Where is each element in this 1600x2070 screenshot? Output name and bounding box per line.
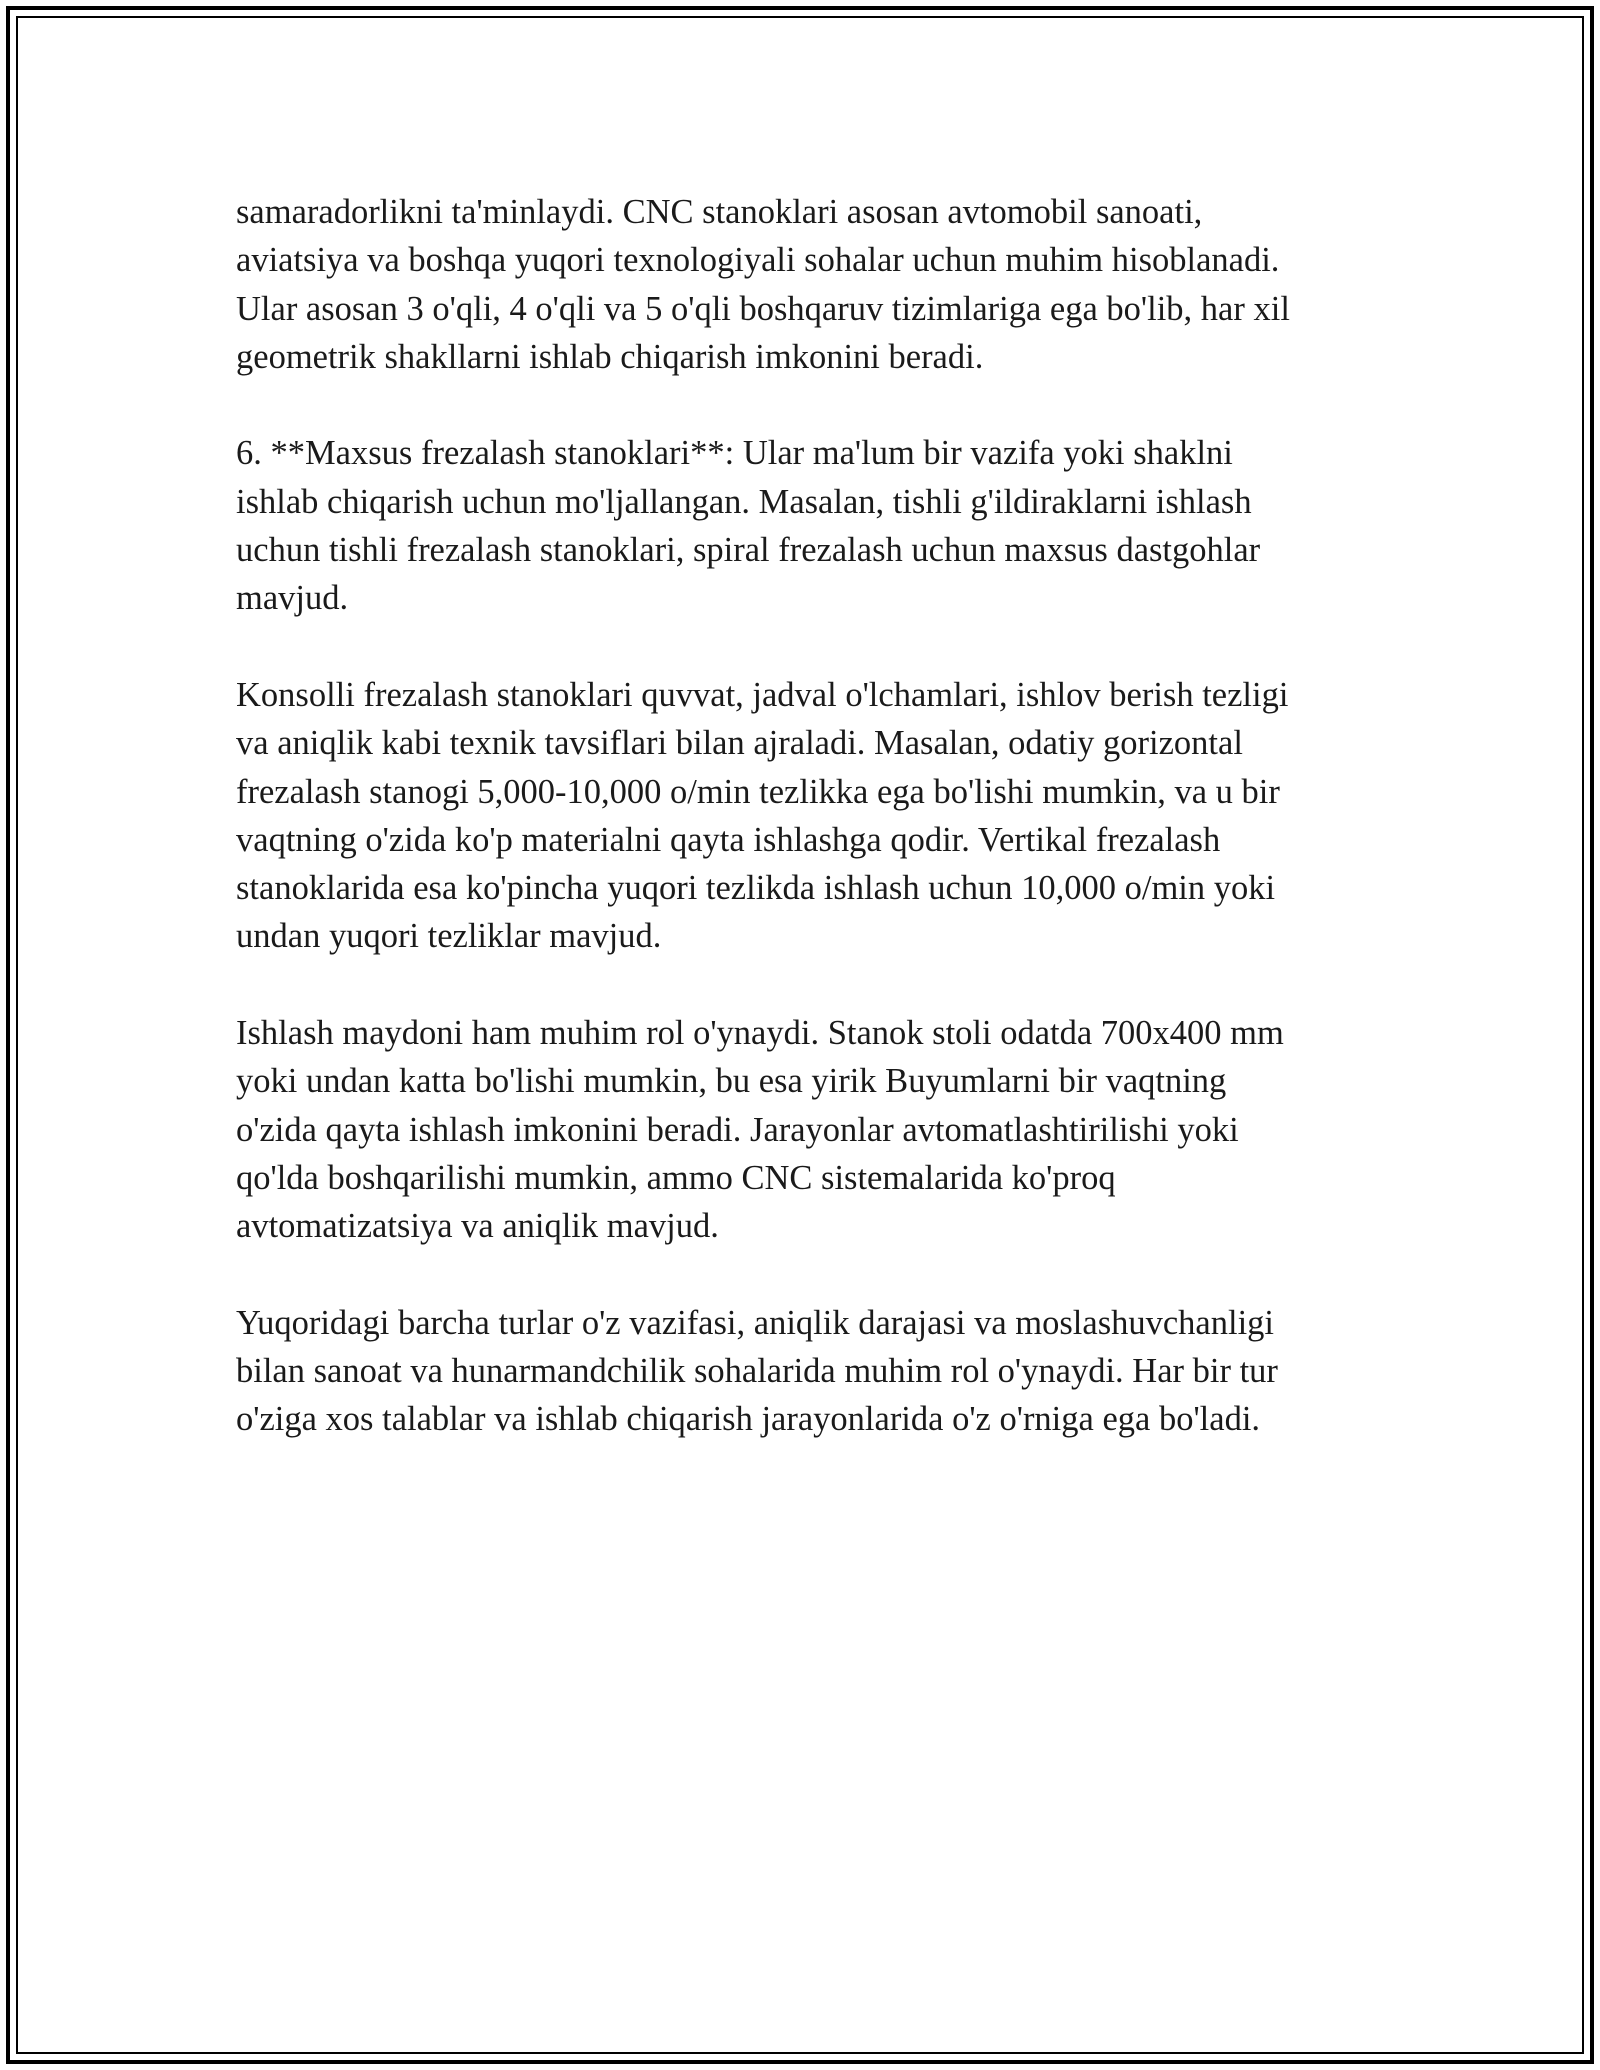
text-line: uchun tishli frezalash stanoklari, spiral frezalash uchun maxsus dastgohlar: [236, 531, 1261, 570]
text-line: yoki undan katta bo'lishi mumkin, bu esa yirik Buyumlarni bir vaqtning: [236, 1062, 1227, 1101]
text-line: aviatsiya va boshqa yuqori texnologiyali sohalar uchun muhim hisoblanadi.: [236, 241, 1280, 280]
text-line: undan yuqori tezliklar mavjud.: [236, 917, 662, 956]
paragraph-cnc-summary: [236, 188, 1376, 381]
text-line: frezalash stanogi 5,000-10,000 o/min tezlikka ega bo'lishi mumkin, va u bir: [236, 772, 1280, 811]
text-line: vaqtning o'zida ko'p materialni qayta ishlashga qodir. Vertikal frezalash: [236, 820, 1221, 859]
document-body: [236, 188, 1376, 1444]
text-line: samaradorlikni ta'minlaydi. CNC stanoklari asosan avtomobil sanoati,: [236, 193, 1203, 231]
text-line: Ular asosan 3 o'qli, 4 o'qli va 5 o'qli boshqaruv tizimlariga ega bo'lib, har xil: [236, 289, 1290, 328]
paragraph-special-milling: [236, 429, 1376, 622]
paragraph-work-area: [236, 1009, 1376, 1250]
paragraph-console-milling: [236, 671, 1376, 961]
text-line: qo'lda boshqarilishi mumkin, ammo CNC sistemalarida ko'proq: [236, 1158, 1116, 1197]
text-line: avtomatizatsiya va aniqlik mavjud.: [236, 1207, 719, 1246]
text-line: Konsolli frezalash stanoklari quvvat, jadval o'lchamlari, ishlov berish tezligi: [236, 675, 1289, 714]
text-line: stanoklarida esa ko'pincha yuqori tezlikda ishlash uchun 10,000 o/min yoki: [236, 869, 1276, 908]
text-line: Yuqoridagi barcha turlar o'z vazifasi, aniqlik darajasi va moslashuvchanligi: [236, 1303, 1274, 1342]
text-line: o'ziga xos talablar va ishlab chiqarish jarayonlarida o'z o'rniga ega bo'ladi.: [236, 1400, 1261, 1439]
text-line: ishlab chiqarish uchun mo'ljallangan. Masalan, tishli g'ildiraklarni ishlash: [236, 482, 1252, 521]
text-line: o'zida qayta ishlash imkonini beradi. Jarayonlar avtomatlashtirilishi yoki: [236, 1110, 1239, 1149]
text-line: Ishlash maydoni ham muhim rol o'ynaydi. Stanok stoli odatda 700x400 mm: [236, 1014, 1284, 1053]
text-line: mavjud.: [236, 579, 349, 618]
text-line: bilan sanoat va hunarmandchilik sohalarida muhim rol o'ynaydi. Har bir tur: [236, 1352, 1278, 1391]
text-line: geometrik shakllarni ishlab chiqarish imkonini beradi.: [236, 337, 984, 376]
text-line: 6. **Maxsus frezalash stanoklari**: Ular ma'lum bir vazifa yoki shaklni: [236, 434, 1233, 473]
text-line: va aniqlik kabi texnik tavsiflari bilan ajraladi. Masalan, odatiy gorizontal: [236, 724, 1243, 763]
paragraph-conclusion: [236, 1299, 1376, 1444]
